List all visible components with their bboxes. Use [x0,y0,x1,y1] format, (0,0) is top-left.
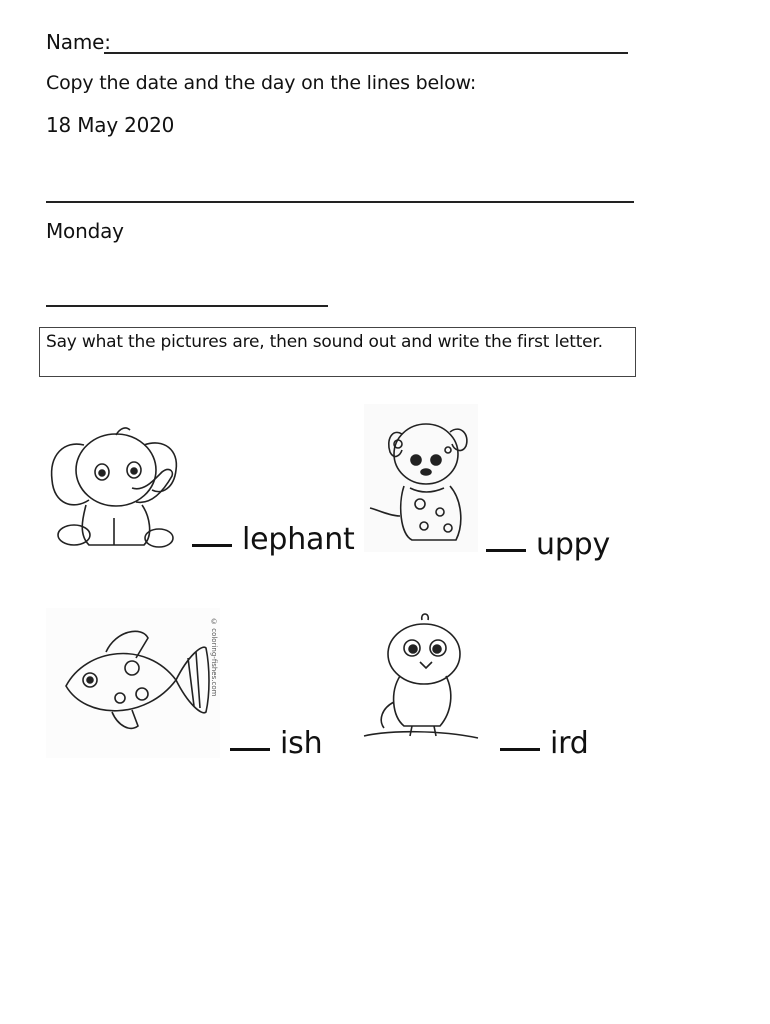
word-ending: lephant [242,522,355,557]
date-writing-line[interactable] [46,201,634,203]
bird-picture [360,612,480,758]
fish-credit: © coloring-fishes.com [210,618,218,697]
first-letter-blank[interactable] [230,748,270,751]
elephant-picture [44,410,189,555]
fish-icon [46,608,220,758]
bird-word [500,726,589,761]
fish-picture [46,608,220,758]
task-instruction-box [39,327,636,377]
word-ending: ish [280,726,323,761]
elephant-icon [44,410,189,555]
first-letter-blank[interactable] [486,549,526,552]
puppy-picture [364,404,478,552]
task-instruction-text: Say what the pictures are, then sound out and write the first letter. [46,332,603,352]
first-letter-blank[interactable] [500,748,540,751]
fish-word [230,726,322,761]
day-writing-line[interactable] [46,305,328,307]
name-writing-line[interactable] [104,52,628,54]
puppy-word [486,527,610,562]
word-ending: uppy [536,527,611,562]
word-ending: ird [550,726,589,761]
day-text: Monday [46,219,124,243]
bird-icon [360,612,480,758]
date-text: 18 May 2020 [46,113,175,137]
elephant-word [192,522,355,557]
first-letter-blank[interactable] [192,544,232,547]
copy-instruction: Copy the date and the day on the lines below: [46,72,477,94]
puppy-icon [364,404,478,552]
name-label: Name: [46,30,111,54]
